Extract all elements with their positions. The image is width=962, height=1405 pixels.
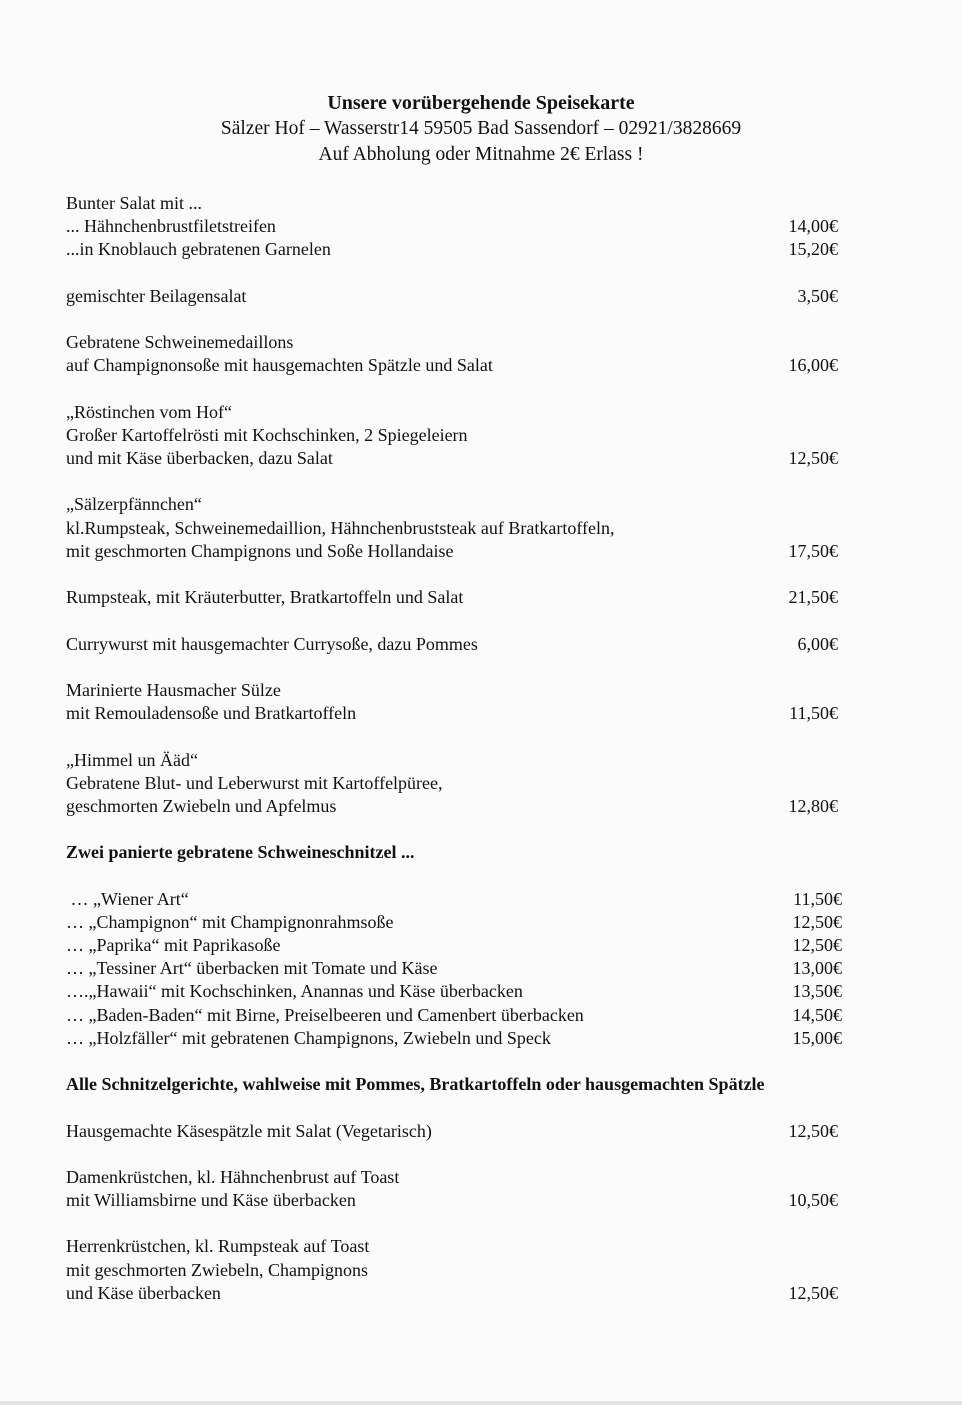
menu-item-bunter-salat	[66, 192, 838, 262]
item-title: Gebratene Schweinemedaillons	[66, 332, 294, 353]
item-price: 3,50€	[797, 285, 838, 306]
item-description: Großer Kartoffelrösti mit Kochschinken, 2 Spiegeleiern	[66, 424, 468, 445]
item-price: 21,50€	[788, 587, 838, 608]
item-price: 13,00€	[792, 958, 842, 979]
item-price: 12,50€	[792, 911, 842, 932]
item-option-text: ... Hähnchenbrustfiletstreifen	[66, 216, 276, 237]
item-description: kl.Rumpsteak, Schweinemedaillion, Hähnchenbruststeak auf Bratkartoffeln,	[66, 517, 615, 538]
item-price: 14,00€	[788, 216, 838, 237]
menu-item-schweinemedaillons	[66, 331, 838, 377]
menu-item-currywurst	[66, 633, 838, 656]
menu-item-rumpsteak	[66, 586, 838, 609]
menu-item-suelze	[66, 679, 838, 725]
menu-item-saelzerpfaennchen	[66, 493, 838, 563]
restaurant-address: Sälzer Hof – Wasserstr14 59505 Bad Sassendorf – 02921/3828669	[220, 118, 742, 139]
item-description: mit geschmorten Champignons und Soße Hollandaise	[66, 540, 454, 561]
item-option-text: … „Wiener Art“	[66, 888, 189, 909]
item-price: 16,00€	[788, 355, 838, 376]
item-price: 12,50€	[792, 935, 842, 955]
item-price: 6,00€	[797, 633, 838, 654]
schnitzel-option	[66, 1027, 842, 1050]
item-description: Gebratene Blut- und Leberwurst mit Kartoffelpüree,	[66, 772, 443, 793]
item-title: „Sälzerpfännchen“	[66, 494, 202, 515]
menu-item-beilagensalat	[66, 285, 838, 308]
schnitzel-option	[66, 980, 842, 1003]
item-option-text: ….„Hawaii“ mit Kochschinken, Anannas und Käse überbacken	[66, 981, 523, 1002]
item-price: 12,50€	[788, 1282, 838, 1303]
item-option-text: … „Champignon“ mit Champignonrahmsoße	[66, 911, 394, 932]
item-option-text: ...in Knoblauch gebratenen Garnelen	[66, 239, 331, 260]
schnitzel-option	[66, 957, 842, 980]
item-text: Rumpsteak, mit Kräuterbutter, Bratkartoffeln und Salat	[66, 587, 464, 608]
item-description: geschmorten Zwiebeln und Apfelmus	[66, 795, 337, 816]
menu-item-roestinchen	[66, 401, 838, 471]
item-option	[66, 238, 838, 261]
menu-list	[66, 192, 842, 1305]
item-title: Herrenkrüstchen, kl. Rumpsteak auf Toast	[66, 1236, 370, 1257]
page-bottom-edge	[0, 1401, 962, 1405]
item-price: 12,50€	[788, 1120, 838, 1141]
item-price: 13,50€	[792, 981, 842, 1002]
menu-item-damenkruestchen	[66, 1166, 838, 1212]
item-description: auf Champignonsoße mit hausgemachten Spätzle und Salat	[66, 355, 493, 376]
item-price: 17,50€	[788, 540, 838, 561]
item-title: „Himmel un Ääd“	[66, 749, 198, 770]
menu-item-kaesespaetzle	[66, 1120, 838, 1143]
schnitzel-heading: Zwei panierte gebratene Schweineschnitzel ...	[66, 842, 415, 863]
item-title: Bunter Salat mit ...	[66, 193, 202, 213]
menu-header	[0, 90, 962, 168]
schnitzel-option	[66, 888, 842, 911]
menu-item-herrenkruestchen	[66, 1235, 838, 1305]
takeaway-discount-note: Auf Abholung oder Mitnahme 2€ Erlass !	[318, 144, 644, 165]
menu-item-himmel-un-aeaed	[66, 749, 838, 819]
item-option-text: … „Holzfäller“ mit gebratenen Champignons, Zwiebeln und Speck	[66, 1027, 551, 1048]
item-text: Hausgemachte Käsespätzle mit Salat (Vegetarisch)	[66, 1120, 432, 1141]
item-title: Damenkrüstchen, kl. Hähnchenbrust auf Toast	[66, 1166, 400, 1187]
item-option-text: … „Paprika“ mit Paprikasoße	[66, 935, 281, 955]
menu-title: Unsere vorübergehende Speisekarte	[327, 92, 635, 114]
item-description: und mit Käse überbacken, dazu Salat	[66, 448, 333, 469]
item-option-text: … „Baden-Baden“ mit Birne, Preiselbeeren und Camenbert überbacken	[66, 1004, 584, 1025]
item-text: Currywurst mit hausgemachter Currysoße, dazu Pommes	[66, 633, 478, 654]
schnitzel-option	[66, 934, 842, 957]
item-title: Marinierte Hausmacher Sülze	[66, 679, 281, 700]
schnitzel-option	[66, 1004, 842, 1027]
item-text: gemischter Beilagensalat	[66, 285, 247, 306]
item-description: mit Williamsbirne und Käse überbacken	[66, 1190, 356, 1211]
item-option-text: … „Tessiner Art“ überbacken mit Tomate und Käse	[66, 958, 438, 979]
item-price: 12,80€	[788, 795, 838, 816]
item-description: mit geschmorten Zwiebeln, Champignons	[66, 1259, 368, 1280]
item-price: 14,50€	[792, 1004, 842, 1025]
item-option	[66, 215, 838, 238]
schnitzel-option	[66, 911, 842, 934]
item-title: „Röstinchen vom Hof“	[66, 401, 232, 422]
schnitzel-options	[66, 888, 842, 1050]
item-price: 11,50€	[789, 703, 838, 724]
item-price: 15,00€	[792, 1027, 842, 1048]
item-price: 10,50€	[788, 1190, 838, 1211]
item-price: 15,20€	[788, 239, 838, 260]
item-price: 11,50€	[793, 888, 842, 909]
schnitzel-sides-note: Alle Schnitzelgerichte, wahlweise mit Pommes, Bratkartoffeln oder hausgemachten Spätzle	[66, 1074, 765, 1095]
item-description: mit Remouladensoße und Bratkartoffeln	[66, 703, 357, 724]
item-description: und Käse überbacken	[66, 1282, 221, 1303]
item-price: 12,50€	[788, 448, 838, 469]
